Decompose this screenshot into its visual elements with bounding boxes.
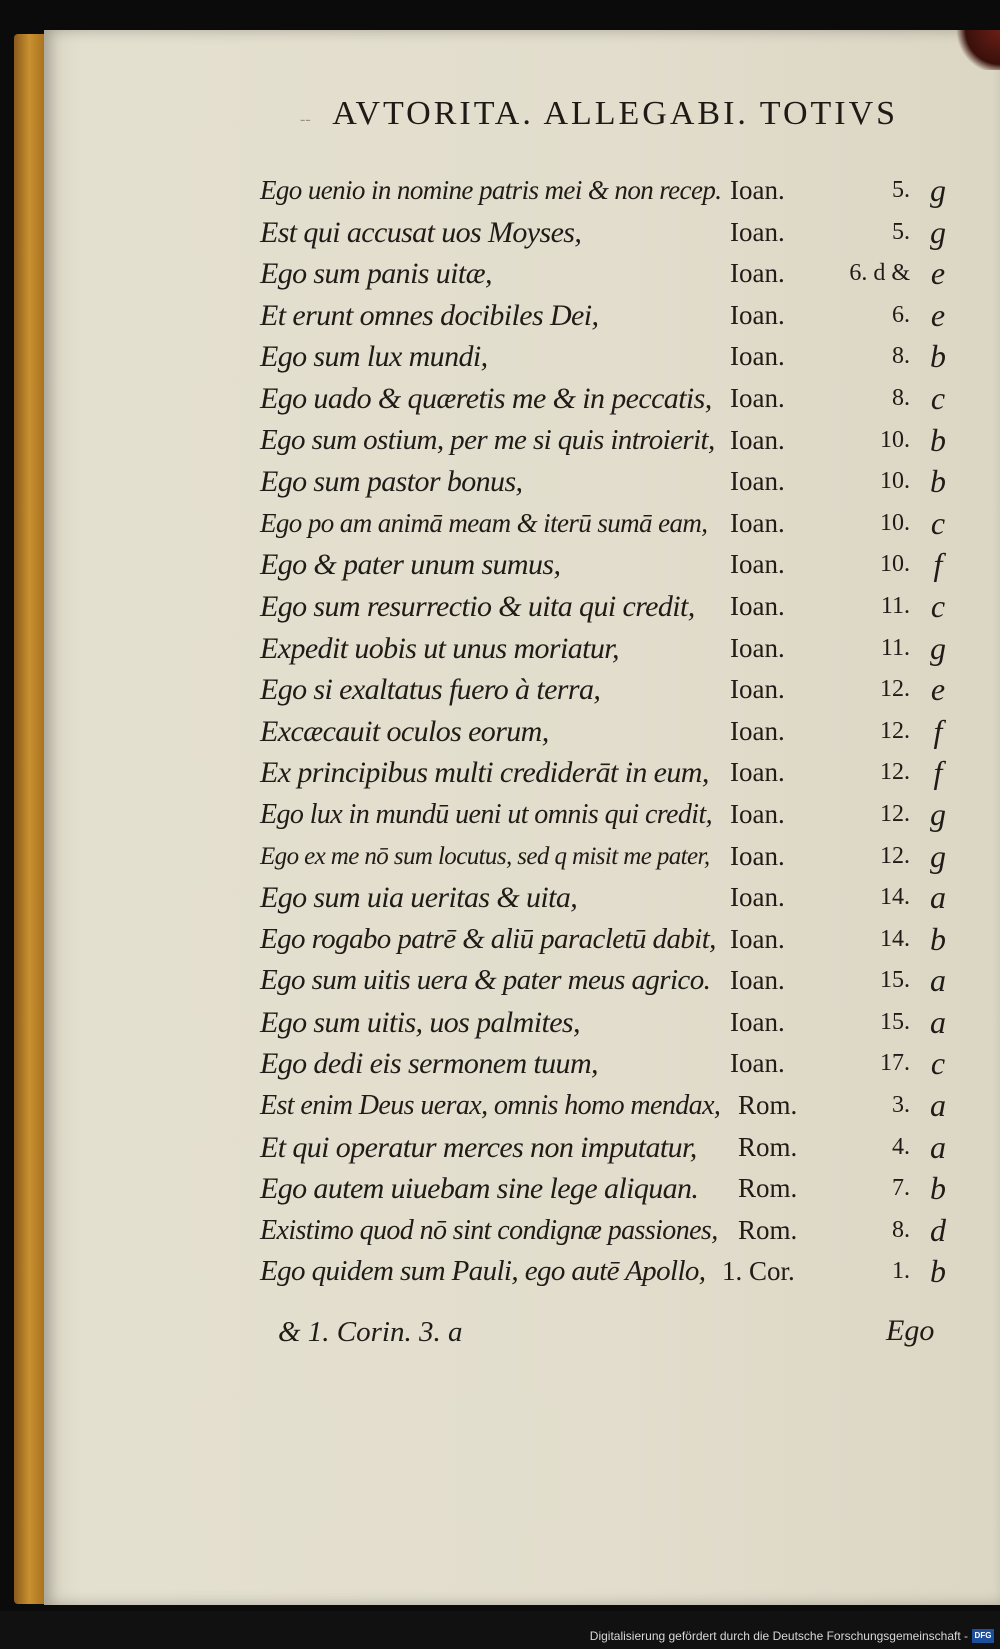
citation-book: Ioan. [730,299,785,330]
citation-chapter: 17. [880,1050,910,1077]
citation-row [260,1085,950,1127]
citation-section-letter: e [930,255,946,292]
citation-book: Rom. [738,1214,798,1245]
running-header [300,95,940,133]
citation-chapter: 12. [880,676,910,703]
citation-row [260,295,950,337]
citation-chapter: 8. [892,1216,910,1243]
citation-chapter: 12. [880,759,910,786]
citation-chapter: 5. [892,177,910,203]
citation-book: Ioan. [730,882,785,913]
citation-book: Ioan. [730,840,785,871]
continuation-line: & 1. Corin. 3. a [278,1316,463,1348]
citation-row [260,461,950,503]
citation-text: Est enim Deus uerax, omnis homo mendax, [260,1090,721,1122]
citation-section-letter: g [930,213,946,250]
page-corner-shadow [952,30,1000,70]
citation-section-letter: e [930,296,946,333]
citation-book: Ioan. [730,965,785,996]
citation-text: Ego sum resurrectio & uita qui credit, [260,589,695,623]
citation-row [260,336,950,378]
citation-book: Rom. [738,1090,798,1121]
header-mark: -- [300,111,311,128]
citation-book: Ioan. [730,258,785,289]
citation-text: Ego autem uiuebam sine lege aliquan. [260,1172,699,1206]
citation-section-letter: g [930,837,946,874]
citation-text: Ego dedi eis sermonem tuum, [260,1047,598,1081]
citation-section-letter: g [930,629,946,666]
citation-row [260,170,950,212]
citation-chapter: 8. [892,384,910,411]
citation-book: Rom. [738,1173,798,1204]
citation-section-letter: c [930,587,946,624]
citation-chapter: 11. [880,592,910,619]
citation-section-letter: g [930,795,946,832]
citation-chapter: 12. [880,717,910,744]
citation-section-letter: a [930,962,946,999]
citation-row [260,544,950,586]
citation-section-letter: b [930,1170,946,1207]
citation-row [260,1043,950,1085]
citation-book: Ioan. [730,798,785,829]
citation-book: Rom. [738,1131,798,1162]
citation-book: Ioan. [730,216,785,247]
citation-section-letter: b [930,920,946,957]
citation-text: Ego uenio in nomine patris mei & non recep. [260,175,722,205]
citation-section-letter: c [930,504,946,541]
citation-text: Existimo quod nō sint condignæ passiones, [260,1214,718,1246]
citation-chapter: 8. [892,343,910,370]
citation-book: Ioan. [730,466,785,497]
citation-list [260,170,950,1293]
citation-text: Excæcauit oculos eorum, [260,714,549,748]
catchword: Ego [886,1314,935,1347]
citation-row [260,877,950,919]
citation-row [260,960,950,1002]
citation-row [260,1251,950,1293]
citation-row [260,919,950,961]
citation-text: Ego sum panis uitæ, [260,257,492,291]
citation-chapter: 4. [892,1133,910,1160]
citation-book: Ioan. [730,175,785,205]
citation-row [260,752,950,794]
citation-row [260,586,950,628]
citation-text: Ego lux in mundū ueni ut omnis qui credit, [260,798,713,830]
citation-row [260,794,950,836]
citation-row [260,836,950,878]
citation-book: Ioan. [730,674,785,705]
citation-text: Ego & pater unum sumus, [260,548,561,582]
citation-text: Ego ex me nō sum locutus, sed q misit me pater, [260,842,710,870]
citation-section-letter: d [930,1211,946,1248]
citation-row [260,1210,950,1252]
citation-text: Ego sum uitis, uos palmites, [260,1005,580,1039]
citation-text: Ego uado & quæretis me & in peccatis, [260,381,712,415]
citation-book: Ioan. [730,590,785,621]
citation-section-letter: c [930,1045,946,1082]
header-title: AVTORITA. ALLEGABI. TOTIVS [332,95,899,132]
citation-chapter: 6. [892,301,910,328]
citation-chapter: 15. [880,967,910,994]
citation-row [260,1168,950,1210]
citation-text: Ego po am animā meam & iterū sumā eam, [260,507,708,538]
citation-book: Ioan. [730,507,785,538]
citation-section-letter: a [930,1128,946,1165]
citation-text: Ego sum uia ueritas & uita, [260,881,578,915]
citation-text: Est qui accusat uos Moyses, [260,215,582,249]
citation-book: Ioan. [730,1048,785,1079]
citation-book: Ioan. [730,632,785,663]
citation-text: Ego sum pastor bonus, [260,465,523,499]
citation-row [260,378,950,420]
citation-row [260,503,950,545]
citation-row [260,1002,950,1044]
citation-section-letter: f [933,546,943,583]
citation-section-letter: g [930,172,946,208]
citation-chapter: 12. [880,842,910,869]
citation-chapter: 7. [892,1175,910,1202]
citation-chapter: 12. [880,800,910,827]
citation-book: Ioan. [730,341,785,372]
citation-text: Et qui operatur merces non imputatur, [260,1130,697,1164]
citation-chapter: 6. d & [849,260,910,287]
citation-chapter: 3. [892,1092,910,1119]
citation-row [260,253,950,295]
citation-text: Ego rogabo patrē & aliū paracletū dabit, [260,922,716,955]
citation-book: Ioan. [730,715,785,746]
citation-book: Ioan. [730,424,785,455]
citation-chapter: 15. [880,1008,910,1035]
citation-row [260,1127,950,1169]
citation-text: Ego sum uitis uera & pater meus agrico. [260,964,711,997]
citation-section-letter: a [930,1087,946,1124]
citation-text: Ego si exaltatus fuero à terra, [260,673,601,707]
citation-book: Ioan. [730,549,785,580]
citation-chapter: 10. [880,468,910,495]
citation-row [260,669,950,711]
citation-section-letter: c [930,379,946,416]
citation-book: Ioan. [730,757,785,788]
citation-section-letter: b [930,338,946,375]
citation-chapter: 5. [892,218,910,245]
citation-chapter: 10. [880,551,910,578]
citation-row [260,212,950,254]
citation-chapter: 10. [880,426,910,453]
citation-text: Ego sum lux mundi, [260,340,488,374]
citation-row [260,711,950,753]
citation-chapter: 1. [892,1258,910,1285]
citation-book: Ioan. [730,1006,785,1037]
citation-chapter: 11. [880,634,910,661]
citation-section-letter: e [930,671,946,708]
citation-row [260,420,950,462]
citation-book: Ioan. [730,923,785,954]
citation-chapter: 10. [880,509,910,536]
citation-section-letter: a [930,879,946,916]
citation-section-letter: f [933,754,943,791]
citation-section-letter: b [930,1253,946,1290]
citation-text: Et erunt omnes docibiles Dei, [260,298,599,332]
citation-text: Ego sum ostium, per me si quis introierit, [260,423,715,456]
citation-text: Expedit uobis ut unus moriatur, [260,631,619,665]
citation-row [260,628,950,670]
citation-chapter: 14. [880,925,910,952]
citation-text: Ex principibus multi crediderāt in eum, [260,756,709,790]
citation-section-letter: b [930,421,946,458]
citation-text: Ego quidem sum Pauli, ego autē Apollo, [260,1255,706,1288]
citation-section-letter: a [930,1003,946,1040]
footer-bar [0,1611,1000,1649]
funding-credit: Digitalisierung gefördert durch die Deutsche Forschungsgemeinschaft - [589,1629,968,1643]
citation-book: 1. Cor. [722,1256,795,1287]
citation-section-letter: f [933,712,943,749]
citation-section-letter: b [930,463,946,500]
dfg-logo: DFG [972,1629,994,1643]
citation-book: Ioan. [730,382,785,413]
citation-chapter: 14. [880,884,910,911]
